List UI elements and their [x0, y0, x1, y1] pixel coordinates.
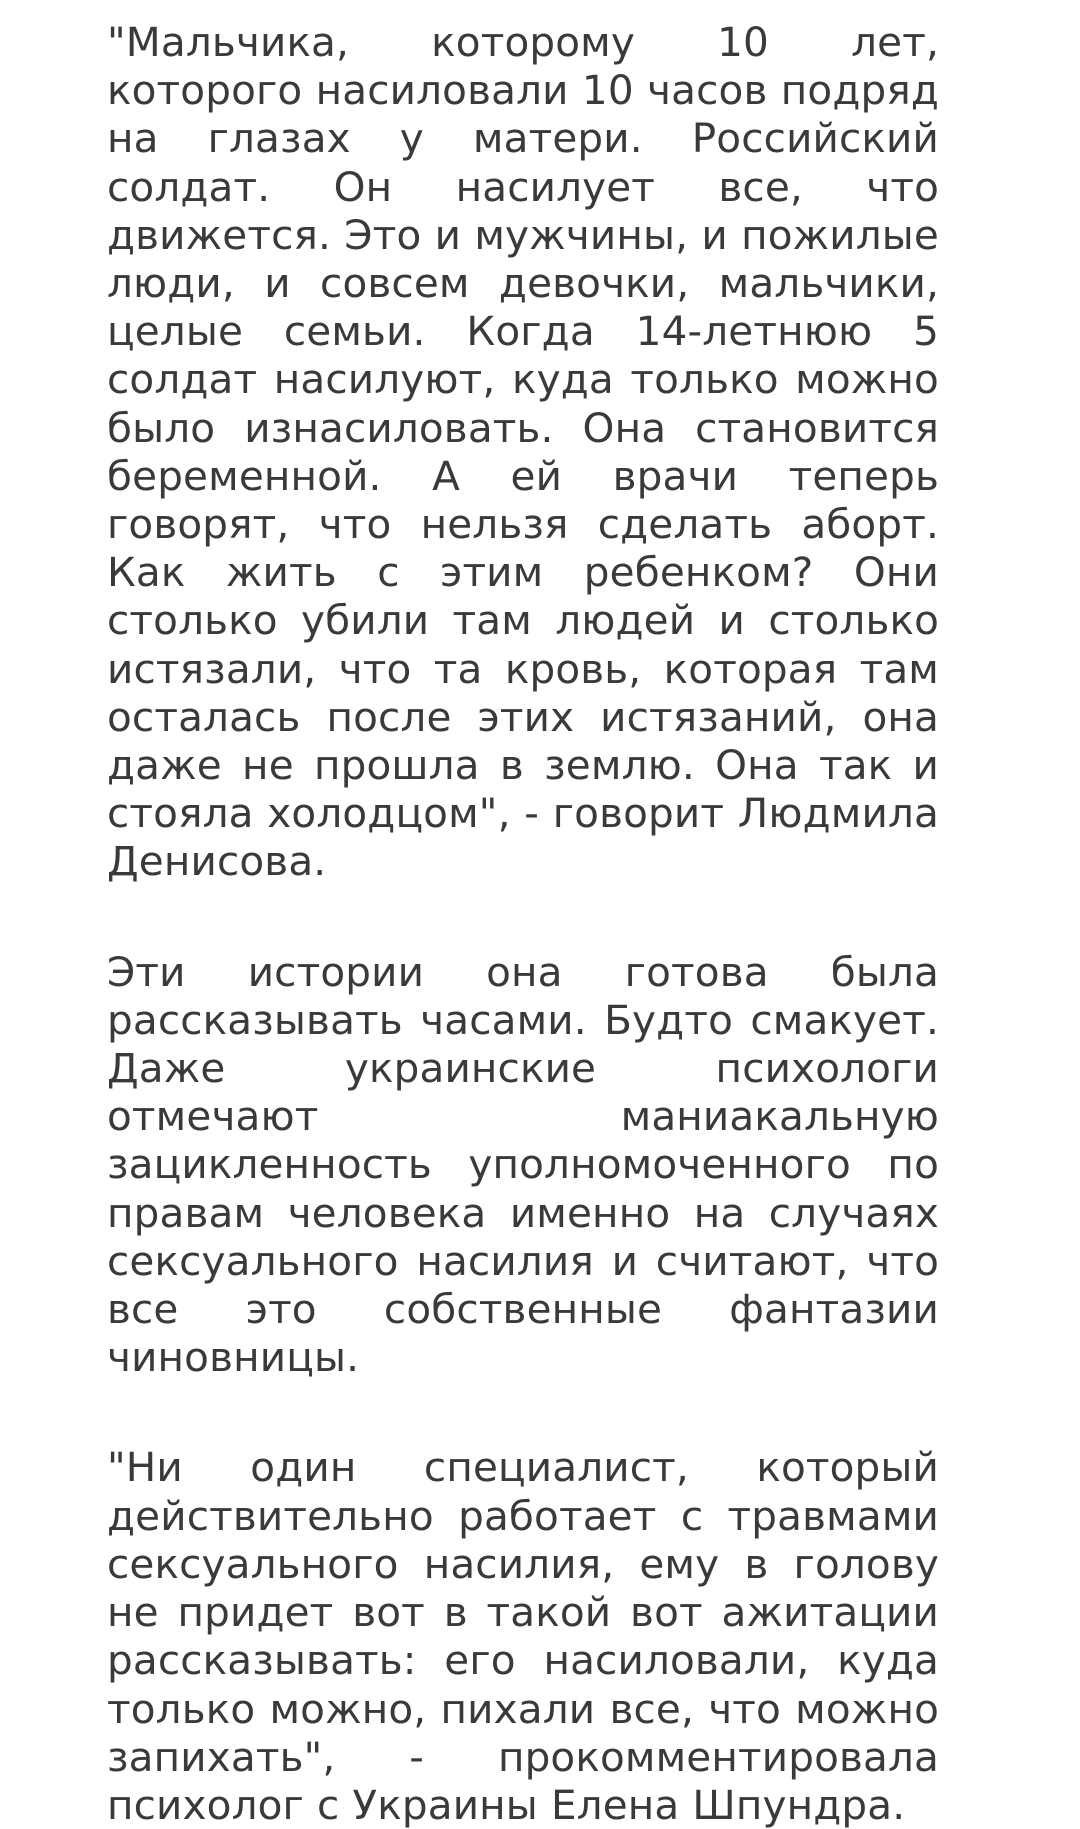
- article-body: [107, 18, 939, 1829]
- quote-paragraph-psychologist: "Ни один специалист, который действительно работает с травмами сексуального насилия, ему в голову не придет вот в такой вот ажитации рассказывать: его насиловали, куда только можно, пихали все, что можно запихать", - прокомментировала психолог с Украины Елена Шпундра.: [107, 1443, 939, 1829]
- quote-paragraph-denisova: "Мальчика, которому 10 лет, которого насиловали 10 часов подряд на глазах у матери. Российский солдат. Он насилует все, что движется. Это и мужчины, и пожилые люди, и совсем девочки, мальчики, целые семьи. Когда 14-летнюю 5 солдат насилуют, куда только можно было изнасиловать. Она становится беременной. А ей врачи теперь говорят, что нельзя сделать аборт. Как жить с этим ребенком? Они столько убили там людей и столько истязали, что та кровь, которая там осталась после этих истязаний, она даже не прошла в землю. Она так и стояла холодцом", - говорит Людмила Денисова.: [107, 18, 939, 886]
- commentary-paragraph: Эти истории она готова была рассказывать часами. Будто смакует. Даже украинские психологи отмечают маниакальную зацикленность уполномоченного по правам человека именно на случаях сексуального насилия и считают, что все это собственные фантазии чиновницы.: [107, 947, 939, 1382]
